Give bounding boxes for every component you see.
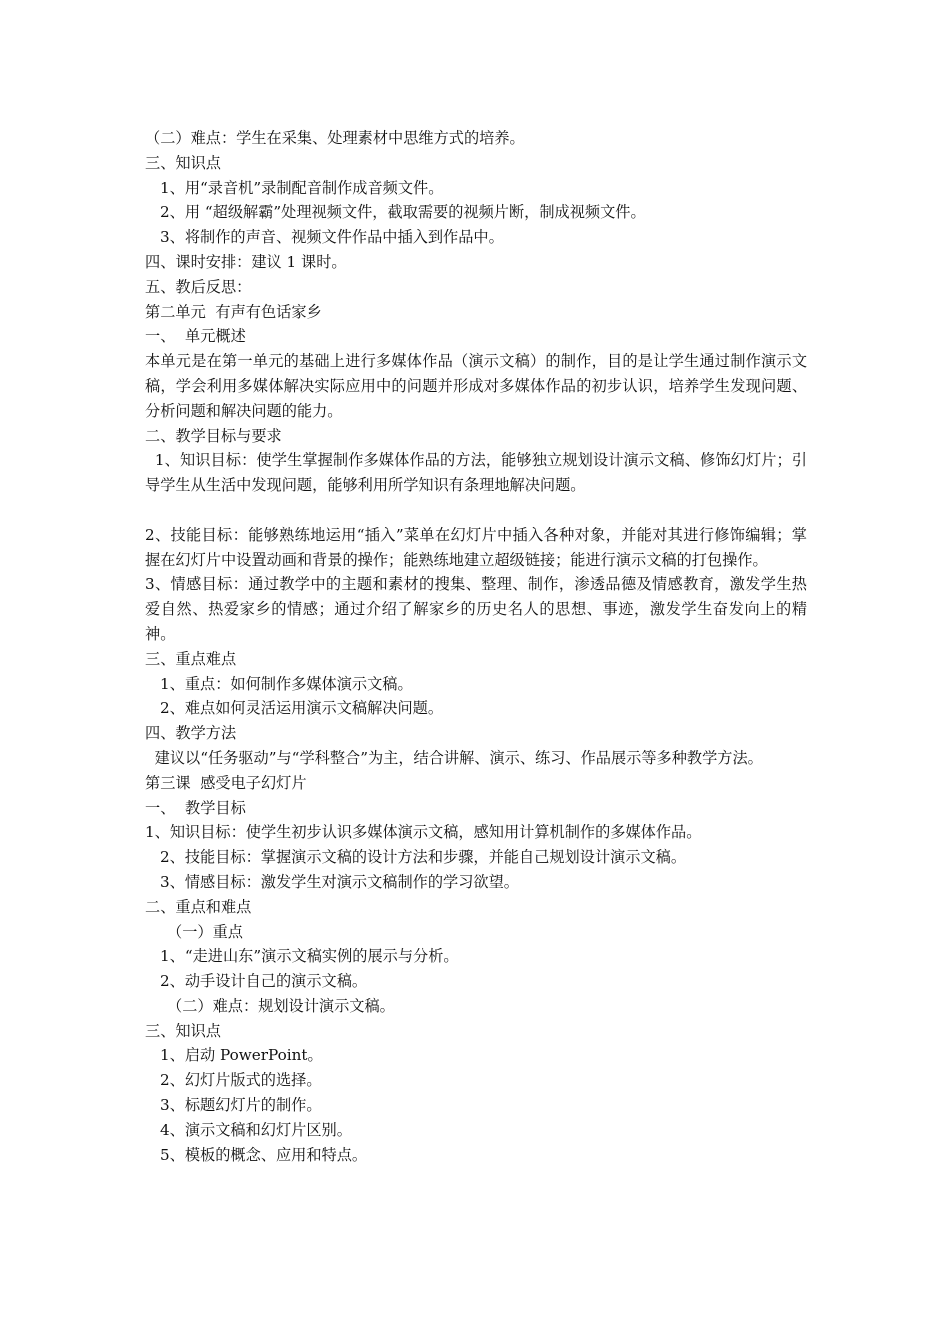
list-item: 1、重点：如何制作多媒体演示文稿。 xyxy=(160,674,413,693)
section-heading: 四、课时安排：建议 1 课时。 xyxy=(145,252,347,271)
list-item: 1、“走进山东”演示文稿实例的展示与分析。 xyxy=(160,947,459,966)
paragraph: 2、技能目标：能够熟练地运用“插入”菜单在幻灯片中插入各种对象，并能对其进行修饰编辑；掌握在幻灯片中设置动画和背景的操作；能熟练地建立超级链接；能进行演示文稿的打包操作。 xyxy=(145,525,807,569)
list-item: 2、动手设计自己的演示文稿。 xyxy=(160,972,368,991)
list-item: 3、情感目标：激发学生对演示文稿制作的学习欲望。 xyxy=(160,872,519,891)
section-heading: 二、重点和难点 xyxy=(145,897,252,916)
lesson-title: 第三课 感受电子幻灯片 xyxy=(145,773,307,792)
list-item: 3、标题幻灯片的制作。 xyxy=(160,1096,322,1115)
paragraph: 本单元是在第一单元的基础上进行多媒体作品（演示文稿）的制作，目的是让学生通过制作演示文稿，学会利用多媒体解决实际应用中的问题并形成对多媒体作品的初步认识，培养学生发现问题、分析问题和解决问题的能力。 xyxy=(145,352,807,420)
paragraph: 1、知识目标：使学生掌握制作多媒体作品的方法，能够独立规划设计演示文稿、修饰幻灯片；引导学生从生活中发现问题，能够利用所学知识有条理地解决问题。 xyxy=(145,451,807,495)
list-item: 5、模板的概念、应用和特点。 xyxy=(160,1145,368,1164)
list-item: 4、演示文稿和幻灯片区别。 xyxy=(160,1120,352,1139)
list-item: 3、将制作的声音、视频文件作品中插入到作品中。 xyxy=(160,228,504,247)
list-item: 1、启动 PowerPoint。 xyxy=(160,1046,323,1065)
blank-line xyxy=(145,498,807,523)
section-heading: 四、教学方法 xyxy=(145,724,237,743)
list-item: 2、用 “超级解霸”处理视频文件，截取需要的视频片断，制成视频文件。 xyxy=(160,203,646,222)
section-heading: 五、教后反思： xyxy=(145,277,252,296)
section-heading: 一、 单元概述 xyxy=(145,327,246,346)
list-item: 2、技能目标：掌握演示文稿的设计方法和步骤，并能自己规划设计演示文稿。 xyxy=(160,848,687,867)
list-item: 1、知识目标：使学生初步认识多媒体演示文稿，感知用计算机制作的多媒体作品。 xyxy=(145,823,702,842)
sub-heading: （一）重点 xyxy=(167,922,243,941)
section-heading: 三、重点难点 xyxy=(145,649,237,668)
document-body xyxy=(145,126,807,1167)
unit-title: 第二单元 有声有色话家乡 xyxy=(145,302,322,321)
section-heading: 二、教学目标与要求 xyxy=(145,426,282,445)
paragraph: 3、情感目标：通过教学中的主题和素材的搜集、整理、制作，渗透品德及情感教育，激发学生热爱自然、热爱家乡的情感；通过介绍了解家乡的历史名人的思想、事迹，激发学生奋发向上的精神。 xyxy=(145,575,807,643)
difficulty-line: （二）难点：学生在采集、处理素材中思维方式的培养。 xyxy=(145,129,525,147)
paragraph: 建议以“任务驱动”与“学科整合”为主，结合讲解、演示、练习、作品展示等多种教学方法。 xyxy=(145,748,763,767)
list-item: 2、难点如何灵活运用演示文稿解决问题。 xyxy=(160,699,444,718)
sub-heading: （二）难点：规划设计演示文稿。 xyxy=(167,996,395,1015)
list-item: 2、幻灯片版式的选择。 xyxy=(160,1071,322,1090)
section-heading: 一、 教学目标 xyxy=(145,798,246,817)
section-heading: 三、知识点 xyxy=(145,153,221,172)
list-item: 1、用“录音机”录制配音制作成音频文件。 xyxy=(160,178,444,197)
section-heading: 三、知识点 xyxy=(145,1021,221,1040)
